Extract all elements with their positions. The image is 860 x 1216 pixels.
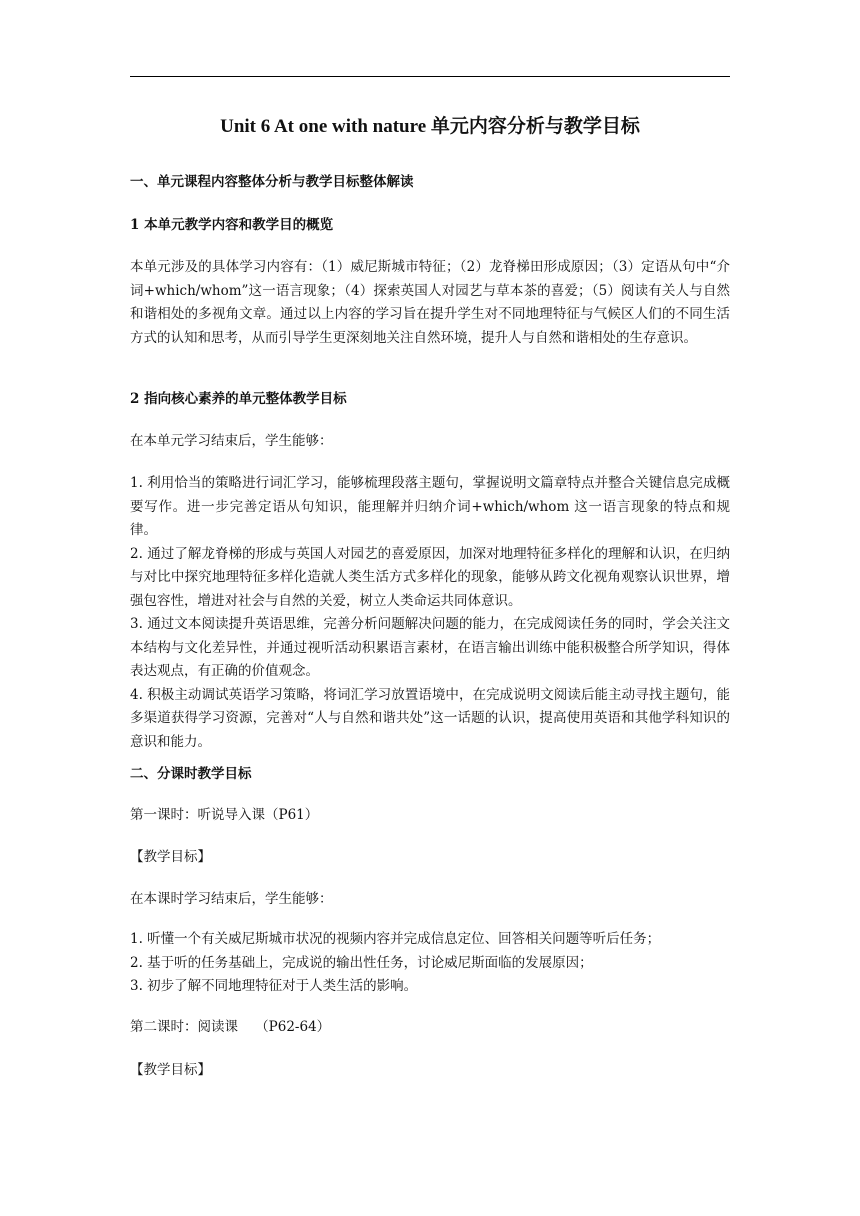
lesson-1-goal-label: 【教学目标】 — [130, 849, 211, 865]
lesson-1-intro: 在本课时学习结束后，学生能够： — [130, 891, 333, 907]
lesson-2-goal-label: 【教学目标】 — [130, 1062, 211, 1078]
section-2-heading: 二、分课时教学目标 — [130, 766, 252, 782]
unit-goal-item: 4. 积极主动调试英语学习策略，将词汇学习放置语境中，在完成说明文阅读后能主动寻找主题句，能多渠道获得学习资源，完善对“人与自然和谐共处”这一话题的认识，提高使用英语和其他学科知识的意识和能力。 — [130, 686, 730, 750]
unit-overview-paragraph: 本单元涉及的具体学习内容有：（1）威尼斯城市特征；（2）龙脊梯田形成原因；（3）定语从句中“介词+which/whom”这一语言现象；（4）探索英国人对园艺与草本茶的喜爱；（5）阅读有关人与自然和谐相处的多视角文章。通过以上内容的学习旨在提升学生对不同地理特征与气候区人们的不同生活方式的认知和思考，从而引导学生更深刻地关注自然环境，提升人与自然和谐相处的生存意识。 — [130, 259, 730, 346]
lesson-goal-item: 3. 初步了解不同地理特征对于人类生活的影响。 — [130, 978, 418, 994]
unit-goal-item: 3. 通过文本阅读提升英语思维，完善分析问题解决问题的能力，在完成阅读任务的同时，学会关注文本结构与文化差异性，并通过视听活动积累语言素材，在语言输出训练中能积极整合所学知识，得体表达观点，有正确的价值观念。 — [130, 616, 730, 679]
subsection-1-heading: 1 本单元教学内容和教学目的概览 — [130, 217, 334, 233]
section-1-heading: 一、单元课程内容整体分析与教学目标整体解读 — [130, 174, 414, 190]
unit-goal-item: 1. 利用恰当的策略进行词汇学习，能够梳理段落主题句，掌握说明文篇章特点并整合关键信息完成概要写作。进一步完善定语从句知识，能理解并归纳介词+which/whom 这一语言现象的特点和规律。 — [130, 475, 730, 538]
subsection-2-heading: 2 指向核心素养的单元整体教学目标 — [130, 391, 347, 407]
document-title: Unit 6 At one with nature 单元内容分析与教学目标 — [220, 116, 640, 137]
lesson-1-goals-list — [130, 928, 730, 999]
unit-goals-intro: 在本单元学习结束后，学生能够： — [130, 433, 333, 449]
lesson-1-title: 第一课时：听说导入课（P61） — [130, 807, 319, 823]
unit-goal-item: 2. 通过了解龙脊梯的形成与英国人对园艺的喜爱原因，加深对地理特征多样化的理解和认识，在归纳与对比中探究地理特征多样化造就人类生活方式多样化的现象，能够从跨文化视角观察认识世界，增强包容性，增进对社会与自然的关爱，树立人类命运共同体意识。 — [130, 545, 730, 609]
lesson-goal-item: 1. 听懂一个有关威尼斯城市状况的视频内容并完成信息定位、回答相关问题等听后任务； — [130, 931, 661, 947]
unit-goals-list — [130, 472, 730, 754]
lesson-goal-item: 2. 基于听的任务基础上，完成说的输出性任务，讨论威尼斯面临的发展原因； — [130, 954, 593, 971]
header-rule — [130, 76, 730, 77]
lesson-2-title: 第二课时：阅读课 （P62-64） — [130, 1019, 331, 1035]
